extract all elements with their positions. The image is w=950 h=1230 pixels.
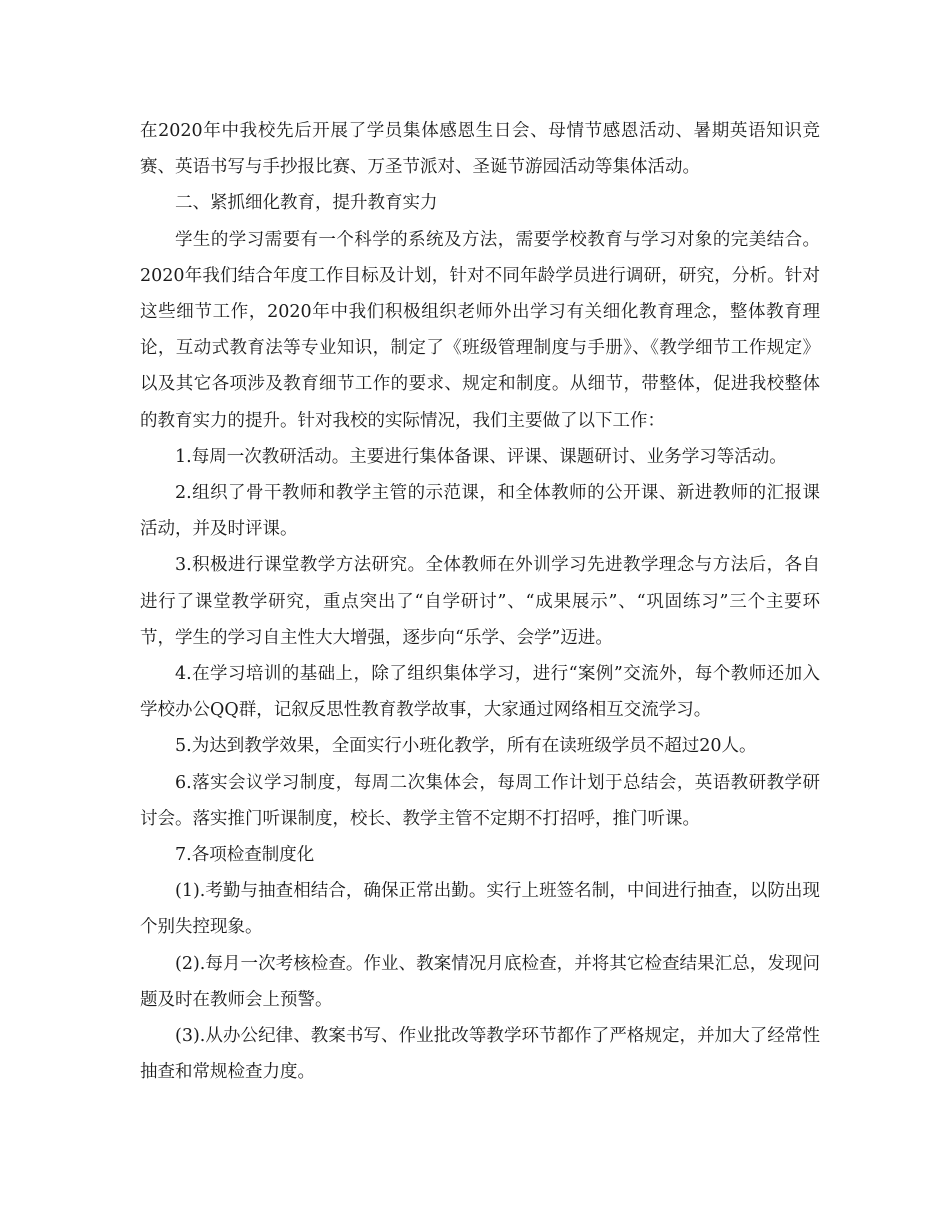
list-item-5: 5.为达到教学效果，全面实行小班化教学，所有在读班级学员不超过20人。 (175, 736, 757, 757)
list-item-2: 2.组织了骨干教师和教学主管的示范课，和全体教师的公开课、新进教师的汇报课活动，并及时评课。 (140, 483, 820, 540)
document-body (140, 113, 820, 1090)
sub-item-1: (1).考勤与抽查相结合，确保正常出勤。实行上班签名制，中间进行抽查，以防出现个别失控现象。 (140, 881, 820, 938)
list-item-1: 1.每周一次教研活动。主要进行集体备课、评课、课题研讨、业务学习等活动。 (175, 446, 787, 467)
paragraph-intro: 学生的学习需要有一个科学的系统及方法，需要学校教育与学习对象的完美结合。2020年我们结合年度工作目标及计划，针对不同年龄学员进行调研，研究，分析。针对这些细节工作，2020年中我们积极组织老师外出学习有关细化教育理念，整体教育理论，互动式教育法等专业知识，制定了《班级管理制度与手册》、《教学细节工作规定》以及其它各项涉及教育细节工作的要求、规定和制度。从细节，带整体，促进我校整体的教育实力的提升。针对我校的实际情况，我们主要做了以下工作： (140, 229, 820, 431)
section-heading: 二、紧抓细化教育，提升教育实力 (175, 193, 438, 214)
sub-item-2: (2).每月一次考核检查。作业、教案情况月底检查，并将其它检查结果汇总，发现问题及时在教师会上预警。 (140, 953, 820, 1010)
sub-item-3: (3).从办公纪律、教案书写、作业批改等教学环节都作了严格规定，并加大了经常性抽查和常规检查力度。 (140, 1026, 820, 1083)
list-item-7: 7.各项检查制度化 (175, 845, 315, 866)
list-item-4: 4.在学习培训的基础上，除了组织集体学习，进行“案例”交流外，每个教师还加入学校办公QQ群，记叙反思性教育教学故事，大家通过网络相互交流学习。 (140, 664, 820, 721)
list-item-3: 3.积极进行课堂教学方法研究。全体教师在外训学习先进教学理念与方法后，各自进行了课堂教学研究，重点突出了“自学研讨”、“成果展示”、“巩固练习”三个主要环节，学生的学习自主性大大增强，逐步向“乐学、会学”迈进。 (140, 555, 820, 648)
paragraph-activities: 在2020年中我校先后开展了学员集体感恩生日会、母情节感恩活动、暑期英语知识竞赛、英语书写与手抄报比赛、万圣节派对、圣诞节游园活动等集体活动。 (140, 121, 820, 178)
list-item-6: 6.落实会议学习制度，每周二次集体会，每周工作计划于总结会，英语教研教学研讨会。落实推门听课制度，校长、教学主管不定期不打招呼，推门听课。 (140, 772, 820, 829)
